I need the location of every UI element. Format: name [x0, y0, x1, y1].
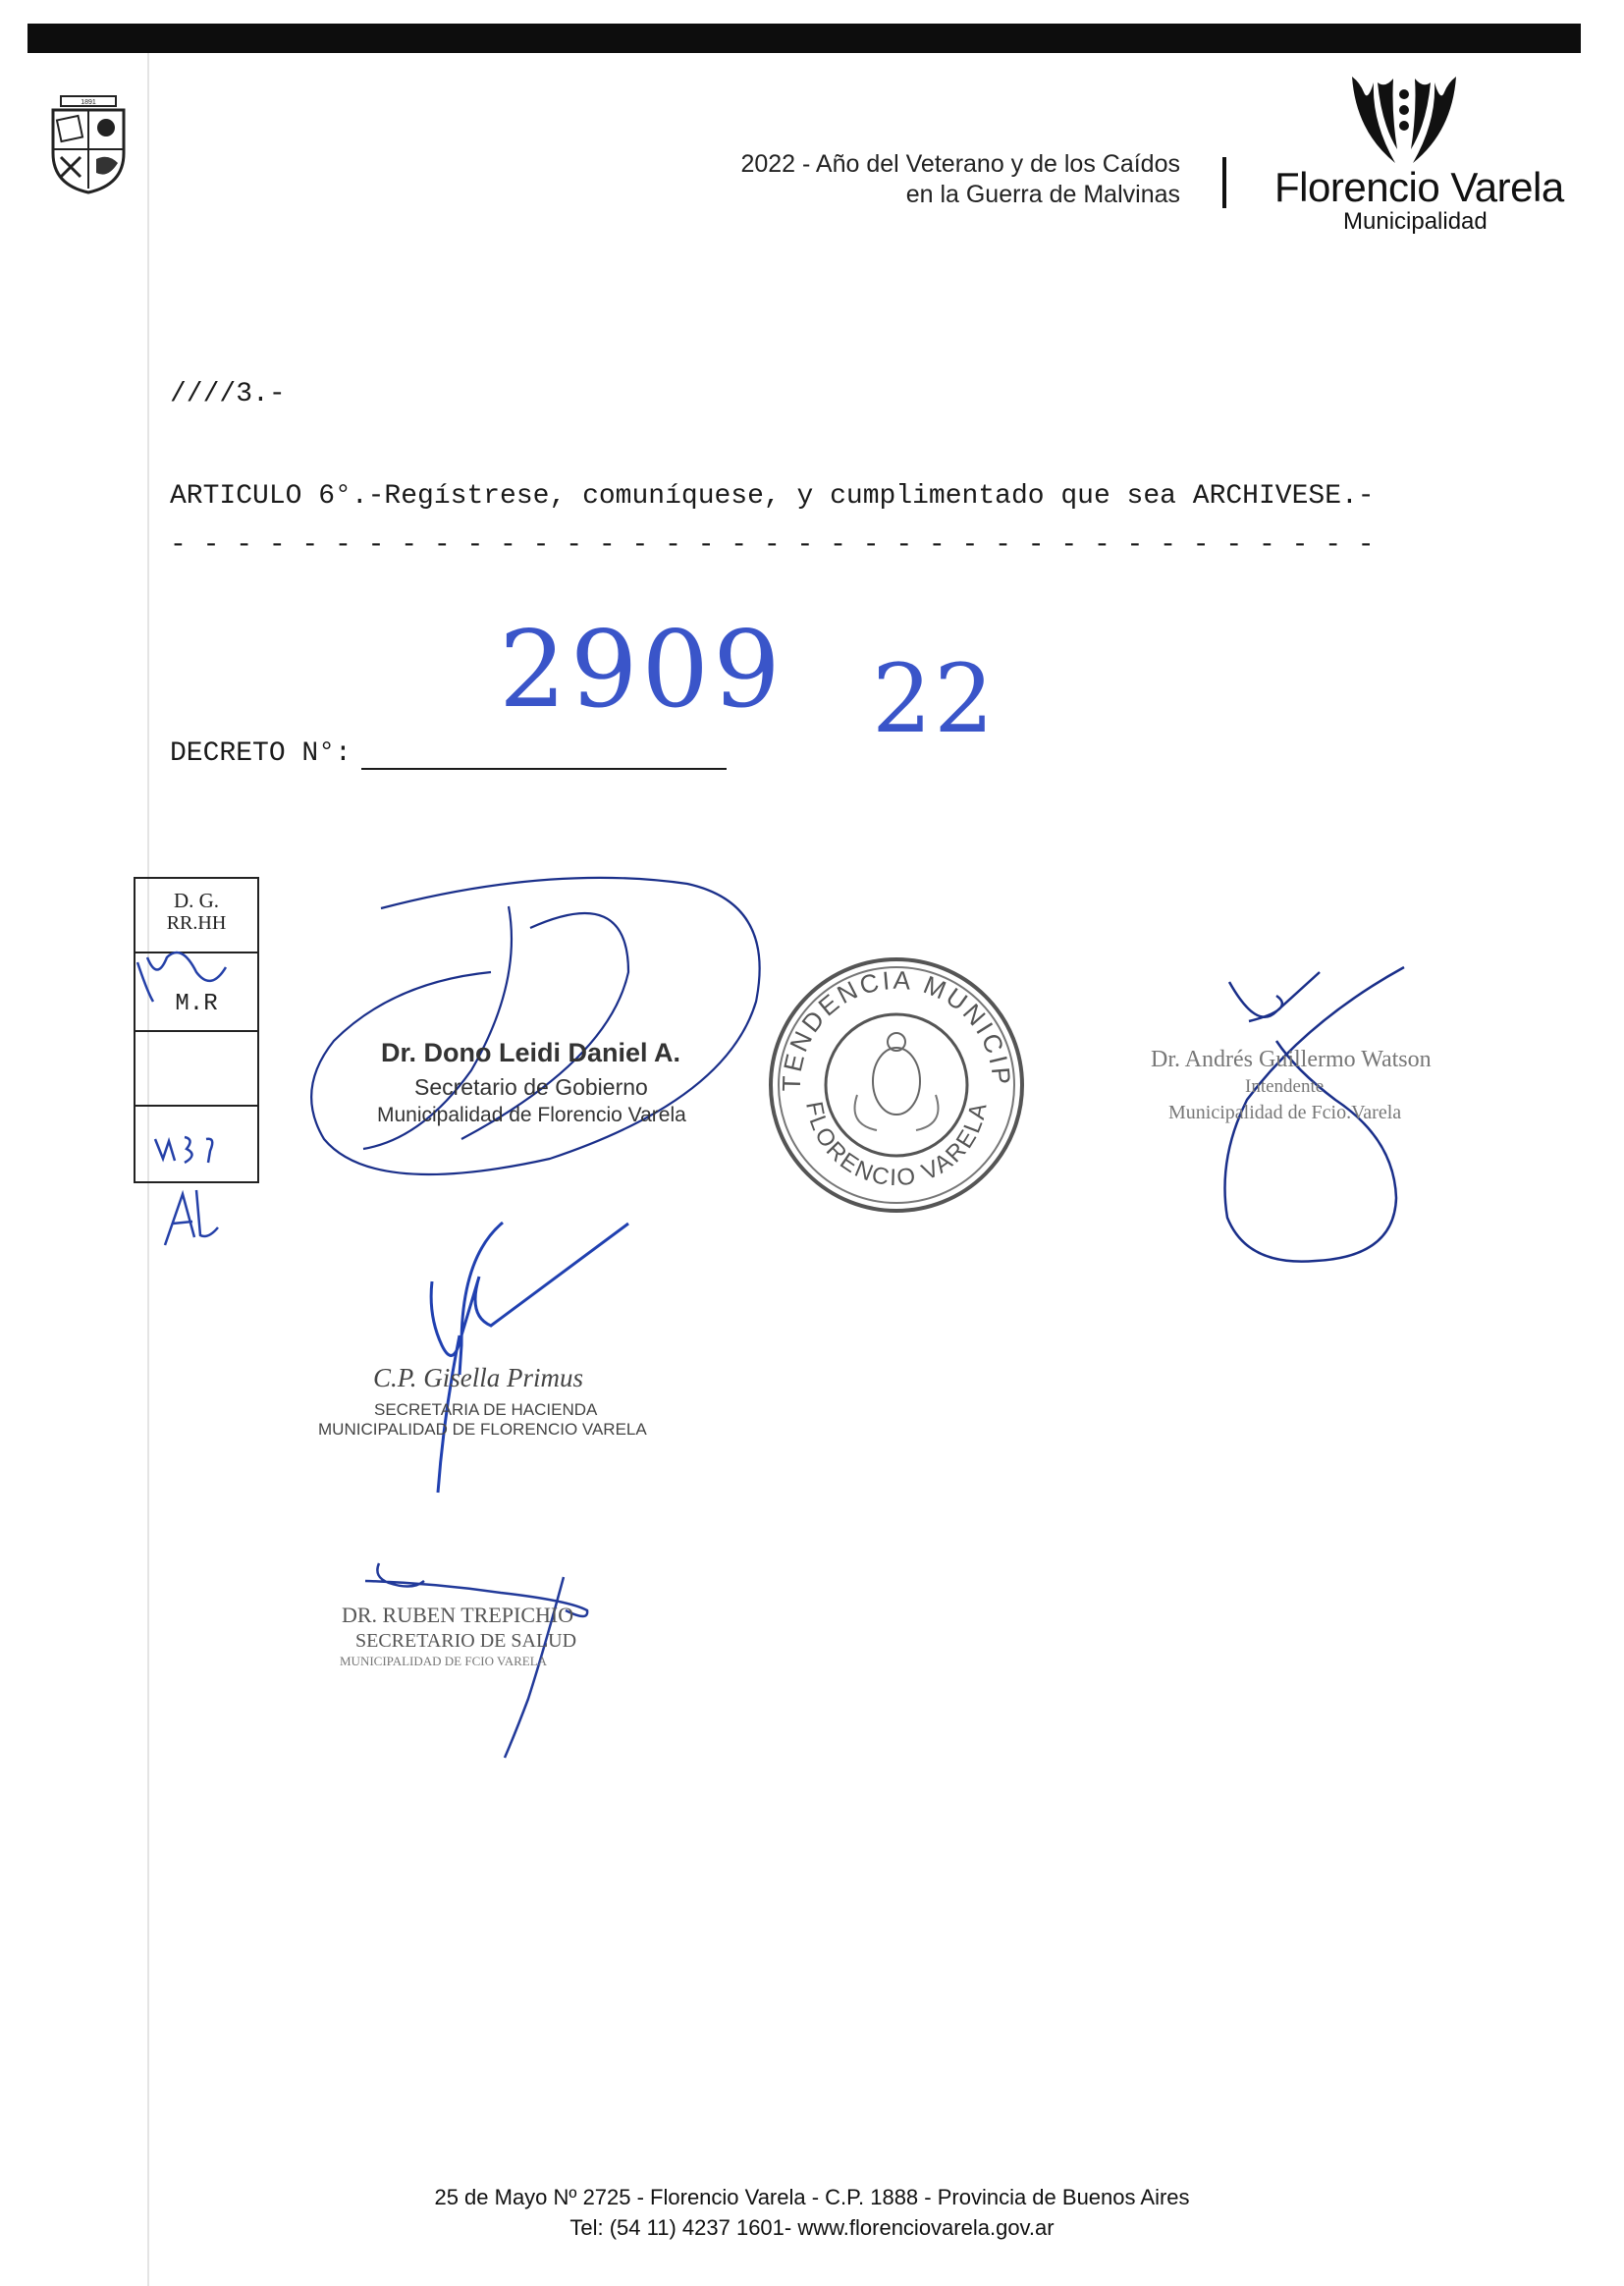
watson-name: Dr. Andrés Guillermo Watson	[1151, 1047, 1432, 1072]
routing-initial-mez	[155, 1137, 212, 1163]
dash-filler-line: - - - - - - - - - - - - - - - - - - - - - - - - - - - - - - - - - - - - -	[170, 530, 1375, 561]
page-reference: ////3.-	[170, 379, 286, 409]
motto-line-1: 2022 - Año del Veterano y de los Caídos	[740, 150, 1180, 178]
svg-text:1891: 1891	[81, 99, 96, 106]
decreto-label: DECRETO N°:	[170, 738, 352, 769]
leidi-municipality: Municipalidad de Florencio Varela	[377, 1104, 686, 1126]
svg-text:FLORENCIO VARELA: FLORENCIO VARELA	[800, 1099, 993, 1192]
trepichio-name: DR. RUBEN TREPICHIO	[342, 1603, 574, 1627]
primus-role: SECRETARIA DE HACIENDA	[374, 1400, 598, 1419]
decreto-number-stamp: 2909	[499, 609, 785, 732]
footer-contact: Tel: (54 11) 4237 1601- www.florenciovarela.gov.ar	[569, 2215, 1055, 2240]
watson-role: Intendente	[1245, 1076, 1325, 1097]
routing-label-rrhh: RR.HH	[166, 912, 227, 934]
municipal-seal	[771, 959, 1022, 1211]
trepichio-role: SECRETARIO DE SALUD	[355, 1630, 577, 1652]
primus-signature	[431, 1223, 628, 1493]
brand-subtitle: Municipalidad	[1343, 208, 1488, 235]
watson-municipality: Municipalidad de Fcio.Varela	[1168, 1102, 1402, 1123]
footer-address: 25 de Mayo Nº 2725 - Florencio Varela - C.P. 1888 - Provincia de Buenos Aires	[434, 2185, 1190, 2209]
leidi-role: Secretario de Gobierno	[414, 1074, 648, 1100]
article-text: ARTICULO 6°.-Regístrese, comuníquese, y cumplimentado que sea ARCHIVESE.-	[170, 481, 1375, 512]
motto-line-2: en la Guerra de Malvinas	[905, 181, 1180, 208]
primus-municipality: MUNICIPALIDAD DE FLORENCIO VARELA	[318, 1420, 647, 1439]
trepichio-municipality: MUNICIPALIDAD DE FCIO VARELA	[340, 1654, 548, 1668]
decreto-year-stamp: 22	[872, 644, 997, 754]
routing-label-dg: D. G.	[173, 889, 220, 912]
routing-initial-signature	[137, 952, 226, 1002]
primus-name: C.P. Gisella Primus	[373, 1363, 584, 1392]
routing-initial-al	[165, 1190, 218, 1245]
brand-name: Florencio Varela	[1274, 164, 1564, 210]
leidi-signature	[311, 878, 759, 1174]
leidi-name: Dr. Dono Leidi Daniel A.	[381, 1038, 681, 1067]
svg-text:INTENDENCIA MUNICIPAL: INTENDENCIA MUNICIPAL	[776, 964, 1017, 1092]
routing-label-mr: M.R	[175, 991, 218, 1017]
